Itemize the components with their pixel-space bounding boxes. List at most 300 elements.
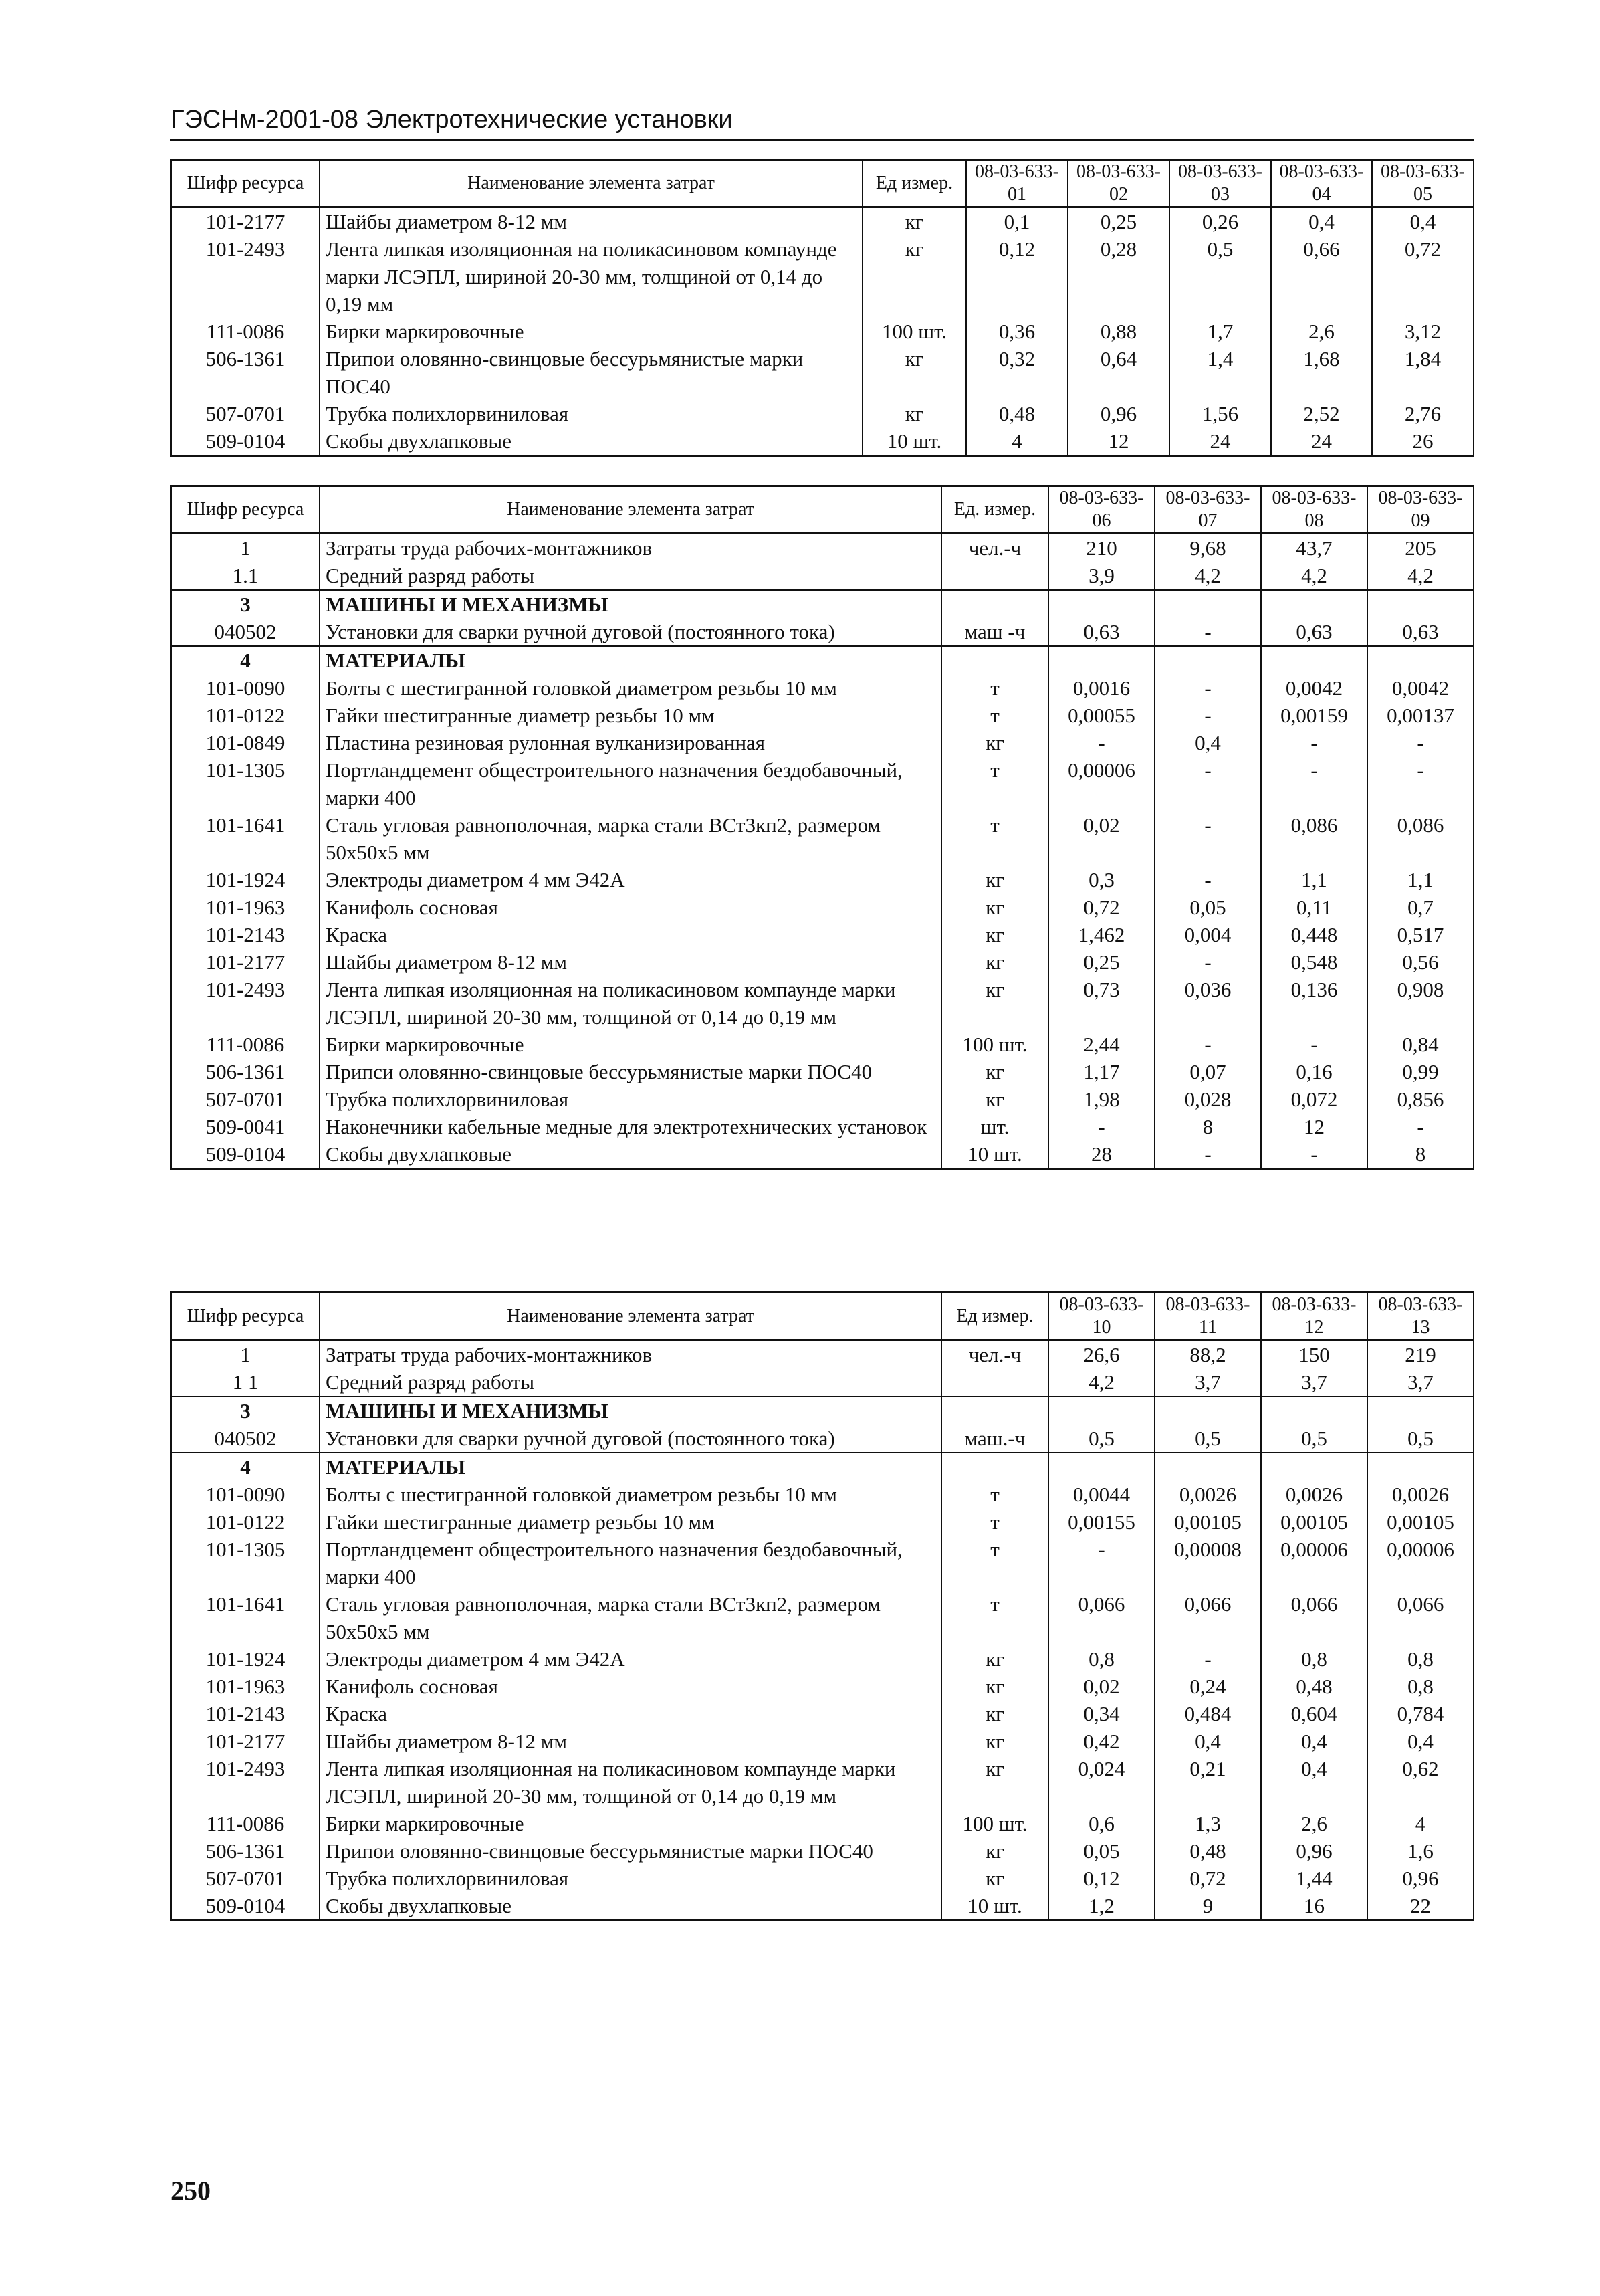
cost-item-name: Затраты труда рабочих-монтажников xyxy=(320,1340,941,1369)
norm-value: 8 xyxy=(1155,1113,1261,1140)
page-number: 250 xyxy=(170,2176,211,2206)
header-norm-code: 08-03-633-11 xyxy=(1155,1293,1261,1340)
norm-value xyxy=(1367,1453,1474,1481)
resource-code: 509-0104 xyxy=(171,427,320,456)
norm-value: 1,17 xyxy=(1048,1058,1155,1085)
norm-value: 0,548 xyxy=(1261,948,1367,976)
norm-value: 0,7 xyxy=(1367,894,1474,921)
unit: шт. xyxy=(941,1113,1048,1140)
norm-value: - xyxy=(1155,618,1261,646)
norm-value: 1,68 xyxy=(1271,345,1372,400)
norm-value: 0,25 xyxy=(1048,948,1155,976)
table-row xyxy=(171,345,1474,400)
norm-value: - xyxy=(1048,729,1155,756)
norm-value: 0,072 xyxy=(1261,1085,1367,1113)
cost-item-name: Скобы двухлапковые xyxy=(320,1892,941,1921)
cost-item-name: Электроды диаметром 4 мм Э42А xyxy=(320,866,941,894)
norm-value: 4,2 xyxy=(1367,562,1474,590)
table-row xyxy=(171,1508,1474,1536)
unit: кг xyxy=(863,400,966,427)
norm-value: 0,42 xyxy=(1048,1728,1155,1755)
norm-value: - xyxy=(1155,1140,1261,1169)
norm-value: 0,0044 xyxy=(1048,1481,1155,1508)
unit: 10 шт. xyxy=(863,427,966,456)
norm-value: 1,7 xyxy=(1169,318,1271,345)
unit: кг xyxy=(941,729,1048,756)
cost-item-name: Припои оловянно-свинцовые бессурьмянистые марки ПОС40 xyxy=(320,345,863,400)
page-header-title: ГЭСНм-2001-08 Электротехнические установки xyxy=(170,106,733,134)
table-row xyxy=(171,1645,1474,1673)
resource-code: 111-0086 xyxy=(171,318,320,345)
norm-value: 0,48 xyxy=(1155,1837,1261,1865)
header-norm-code: 08-03-633-08 xyxy=(1261,486,1367,534)
norm-value: 0,8 xyxy=(1367,1673,1474,1700)
norm-value xyxy=(1048,1396,1155,1425)
unit xyxy=(941,562,1048,590)
norm-value: 0,0026 xyxy=(1261,1481,1367,1508)
resource-code: 507-0701 xyxy=(171,1085,320,1113)
norm-value: 0,96 xyxy=(1367,1865,1474,1892)
norm-value xyxy=(1261,1453,1367,1481)
norm-value: 150 xyxy=(1261,1340,1367,1369)
resource-code: 101-2177 xyxy=(171,207,320,236)
norm-value: 2,44 xyxy=(1048,1031,1155,1058)
norm-value: 2,6 xyxy=(1261,1810,1367,1837)
norm-value: 0,4 xyxy=(1155,729,1261,756)
cost-item-name: Бирки маркировочные xyxy=(320,1810,941,1837)
unit: кг xyxy=(941,976,1048,1031)
norm-value: 3,12 xyxy=(1372,318,1474,345)
norm-value: 2,76 xyxy=(1372,400,1474,427)
table-row xyxy=(171,1031,1474,1058)
norm-value: - xyxy=(1155,674,1261,702)
table-row xyxy=(171,427,1474,456)
norm-value: 24 xyxy=(1271,427,1372,456)
norm-value: 0,73 xyxy=(1048,976,1155,1031)
norm-value: 0,5 xyxy=(1155,1425,1261,1453)
resource-code: 4 xyxy=(171,1453,320,1481)
table-row xyxy=(171,562,1474,590)
resource-code: 101-2177 xyxy=(171,948,320,976)
norm-value: 0,66 xyxy=(1271,235,1372,318)
resource-code: 101-2177 xyxy=(171,1728,320,1755)
norm-value: 0,066 xyxy=(1155,1590,1261,1645)
norm-value: 0,84 xyxy=(1367,1031,1474,1058)
norm-value: 0,6 xyxy=(1048,1810,1155,1837)
table-row xyxy=(171,976,1474,1031)
cost-item-name: Гайки шестигранные диаметр резьбы 10 мм xyxy=(320,702,941,729)
norm-value: 4 xyxy=(1367,1810,1474,1837)
cost-item-name: Болты с шестигранной головкой диаметром резьбы 10 мм xyxy=(320,1481,941,1508)
unit xyxy=(941,1396,1048,1425)
norm-value: 0,004 xyxy=(1155,921,1261,948)
resource-code: 101-1305 xyxy=(171,756,320,811)
norm-value xyxy=(1367,1396,1474,1425)
norm-value: 219 xyxy=(1367,1340,1474,1369)
unit: т xyxy=(941,1536,1048,1590)
norm-value: 0,136 xyxy=(1261,976,1367,1031)
unit: 10 шт. xyxy=(941,1892,1048,1921)
norm-value: 1,1 xyxy=(1367,866,1474,894)
resource-code: 101-2493 xyxy=(171,235,320,318)
table-row xyxy=(171,948,1474,976)
cost-item-name: Установки для сварки ручной дуговой (постоянного тока) xyxy=(320,1425,941,1453)
norm-value: 0,4 xyxy=(1271,207,1372,236)
norm-value: 1,2 xyxy=(1048,1892,1155,1921)
cost-item-name: Припои оловянно-свинцовые бессурьмянистые марки ПОС40 xyxy=(320,1837,941,1865)
unit: кг xyxy=(941,1645,1048,1673)
resource-code: 101-1963 xyxy=(171,1673,320,1700)
unit: кг xyxy=(941,921,1048,948)
resource-code: 509-0104 xyxy=(171,1892,320,1921)
resource-code: 1.1 xyxy=(171,562,320,590)
norm-value: 0,00008 xyxy=(1155,1536,1261,1590)
norm-value: - xyxy=(1155,1645,1261,1673)
norm-value: 0,4 xyxy=(1372,207,1474,236)
resource-code: 506-1361 xyxy=(171,345,320,400)
norm-value: 0,99 xyxy=(1367,1058,1474,1085)
resource-code: 1 1 xyxy=(171,1368,320,1396)
table-row xyxy=(171,1865,1474,1892)
section-title: МАТЕРИАЛЫ xyxy=(320,1453,941,1481)
norm-value: - xyxy=(1048,1536,1155,1590)
norm-value: 16 xyxy=(1261,1892,1367,1921)
norm-value: 1,3 xyxy=(1155,1810,1261,1837)
norm-value: 1,1 xyxy=(1261,866,1367,894)
table-row xyxy=(171,235,1474,318)
header-code: Шифр ресурса xyxy=(171,486,320,534)
norm-value: 0,12 xyxy=(1048,1865,1155,1892)
unit: маш.-ч xyxy=(941,1425,1048,1453)
cost-item-name: Электроды диаметром 4 мм Э42А xyxy=(320,1645,941,1673)
resource-code: 101-0122 xyxy=(171,702,320,729)
norm-value: 0,00137 xyxy=(1367,702,1474,729)
resource-code: 507-0701 xyxy=(171,1865,320,1892)
table-row xyxy=(171,1113,1474,1140)
table-row xyxy=(171,1700,1474,1728)
norm-value: - xyxy=(1261,1031,1367,1058)
norm-value: 3,9 xyxy=(1048,562,1155,590)
resource-code: 101-2143 xyxy=(171,1700,320,1728)
table-row xyxy=(171,1481,1474,1508)
norm-value: 0,07 xyxy=(1155,1058,1261,1085)
norm-value: 4,2 xyxy=(1048,1368,1155,1396)
norm-value: 1,98 xyxy=(1048,1085,1155,1113)
norm-value: 0,4 xyxy=(1261,1755,1367,1810)
resource-code: 101-1641 xyxy=(171,811,320,866)
table-row xyxy=(171,1755,1474,1810)
resource-code: 4 xyxy=(171,646,320,674)
table-row xyxy=(171,400,1474,427)
norm-value: 26 xyxy=(1372,427,1474,456)
norm-value xyxy=(1048,646,1155,674)
header-name: Наименование элемента затрат xyxy=(320,160,863,207)
norm-value: - xyxy=(1261,756,1367,811)
unit: кг xyxy=(941,1865,1048,1892)
resource-code: 507-0701 xyxy=(171,400,320,427)
header-norm-code: 08-03-633-06 xyxy=(1048,486,1155,534)
norm-value: 0,0042 xyxy=(1367,674,1474,702)
norm-value xyxy=(1048,590,1155,618)
norm-value: - xyxy=(1367,1113,1474,1140)
header-name: Наименование элемента затрат xyxy=(320,486,941,534)
header-norm-code: 08-03-633-10 xyxy=(1048,1293,1155,1340)
norm-value: 0,066 xyxy=(1048,1590,1155,1645)
norm-value: 0,25 xyxy=(1068,207,1169,236)
norm-value: - xyxy=(1048,1113,1155,1140)
resource-code: 509-0104 xyxy=(171,1140,320,1169)
header-norm-code: 08-03-633-03 xyxy=(1169,160,1271,207)
resource-code: 506-1361 xyxy=(171,1837,320,1865)
norm-value: 0,63 xyxy=(1367,618,1474,646)
norm-value: 0,5 xyxy=(1048,1425,1155,1453)
norm-value: 28 xyxy=(1048,1140,1155,1169)
resource-code: 101-2143 xyxy=(171,921,320,948)
header-norm-code: 08-03-633-07 xyxy=(1155,486,1261,534)
norm-value: 0,64 xyxy=(1068,345,1169,400)
header-code: Шифр ресурса xyxy=(171,160,320,207)
header-norm-code: 08-03-633-09 xyxy=(1367,486,1474,534)
cost-item-name: Портландцемент общестроительного назначения бездобавочный, марки 400 xyxy=(320,756,941,811)
cost-item-name: Канифоль сосновая xyxy=(320,1673,941,1700)
norm-value xyxy=(1155,590,1261,618)
cost-item-name: Трубка полихлорвиниловая xyxy=(320,1865,941,1892)
header-unit: Ед измер. xyxy=(863,160,966,207)
norm-value: 0,8 xyxy=(1261,1645,1367,1673)
resource-code: 506-1361 xyxy=(171,1058,320,1085)
norm-value: - xyxy=(1155,811,1261,866)
norm-value: 1,44 xyxy=(1261,1865,1367,1892)
norm-value: 43,7 xyxy=(1261,534,1367,562)
page-header xyxy=(170,104,1474,141)
resource-code: 101-2493 xyxy=(171,976,320,1031)
norm-value: 0,00006 xyxy=(1367,1536,1474,1590)
norm-value: - xyxy=(1367,756,1474,811)
norm-value xyxy=(1261,1396,1367,1425)
norm-value: 3,7 xyxy=(1261,1368,1367,1396)
resource-code: 101-0849 xyxy=(171,729,320,756)
unit: кг xyxy=(863,345,966,400)
resource-code: 3 xyxy=(171,1396,320,1425)
norm-value: 0,908 xyxy=(1367,976,1474,1031)
norm-value: - xyxy=(1155,702,1261,729)
norm-value: 0,4 xyxy=(1155,1728,1261,1755)
norm-value: - xyxy=(1155,866,1261,894)
table-row xyxy=(171,1728,1474,1755)
norm-value: 0,1 xyxy=(966,207,1068,236)
unit: кг xyxy=(941,866,1048,894)
section-title: МАТЕРИАЛЫ xyxy=(320,646,941,674)
norm-value: - xyxy=(1261,1140,1367,1169)
resource-code: 3 xyxy=(171,590,320,618)
cost-item-name: Лента липкая изоляционная на поликасиновом компаунде марки ЛСЭПЛ, шириной 20-30 мм, толщиной от 0,14 до 0,19 мм xyxy=(320,235,863,318)
unit: кг xyxy=(941,1837,1048,1865)
norm-value: - xyxy=(1367,729,1474,756)
resource-code: 040502 xyxy=(171,618,320,646)
resource-code: 101-0122 xyxy=(171,1508,320,1536)
table-row xyxy=(171,921,1474,948)
norm-value: 0,26 xyxy=(1169,207,1271,236)
cost-item-name: Трубка полихлорвиниловая xyxy=(320,1085,941,1113)
unit: маш -ч xyxy=(941,618,1048,646)
norm-value: - xyxy=(1155,1031,1261,1058)
norm-value xyxy=(1155,1453,1261,1481)
resource-code: 509-0041 xyxy=(171,1113,320,1140)
norm-value: 3,7 xyxy=(1155,1368,1261,1396)
norm-value: 1,462 xyxy=(1048,921,1155,948)
norm-value: 0,024 xyxy=(1048,1755,1155,1810)
unit: т xyxy=(941,1590,1048,1645)
norm-value: 1,84 xyxy=(1372,345,1474,400)
header-unit: Ед. измер. xyxy=(941,486,1048,534)
unit: кг xyxy=(863,235,966,318)
norm-value: 0,0016 xyxy=(1048,674,1155,702)
unit: т xyxy=(941,811,1048,866)
norm-value: 0,5 xyxy=(1169,235,1271,318)
norm-value: 12 xyxy=(1261,1113,1367,1140)
cost-item-name: Сталь угловая равнополочная, марка стали ВСт3кп2, размером 50х50х5 мм xyxy=(320,1590,941,1645)
norm-value: 2,52 xyxy=(1271,400,1372,427)
table-row xyxy=(171,1425,1474,1453)
cost-item-name: Средний разряд работы xyxy=(320,1368,941,1396)
table-row xyxy=(171,1368,1474,1396)
norm-value: 0,00006 xyxy=(1048,756,1155,811)
norm-value xyxy=(1155,646,1261,674)
cost-item-name: Трубка полихлорвиниловая xyxy=(320,400,863,427)
resource-code: 1 xyxy=(171,534,320,562)
norm-value: 0,0042 xyxy=(1261,674,1367,702)
norm-value: 1,4 xyxy=(1169,345,1271,400)
table-row xyxy=(171,1673,1474,1700)
table-row xyxy=(171,1892,1474,1921)
table-row xyxy=(171,1536,1474,1590)
unit xyxy=(941,590,1048,618)
cost-item-name: Болты с шестигранной головкой диаметром резьбы 10 мм xyxy=(320,674,941,702)
resource-code: 111-0086 xyxy=(171,1031,320,1058)
norm-value: 0,02 xyxy=(1048,1673,1155,1700)
cost-item-name: Бирки маркировочные xyxy=(320,318,863,345)
table-row xyxy=(171,1058,1474,1085)
norm-value: 0,63 xyxy=(1048,618,1155,646)
cost-item-name: Шайбы диаметром 8-12 мм xyxy=(320,948,941,976)
cost-item-name: Краска xyxy=(320,921,941,948)
norm-value: 0,5 xyxy=(1367,1425,1474,1453)
norm-value: 0,96 xyxy=(1068,400,1169,427)
table-row xyxy=(171,702,1474,729)
norm-value: 1,56 xyxy=(1169,400,1271,427)
table-row xyxy=(171,1085,1474,1113)
resource-code: 101-0090 xyxy=(171,674,320,702)
unit: т xyxy=(941,674,1048,702)
norm-value: 0,00055 xyxy=(1048,702,1155,729)
table-row xyxy=(171,866,1474,894)
unit: 10 шт. xyxy=(941,1140,1048,1169)
norm-value: 0,8 xyxy=(1367,1645,1474,1673)
norm-value: 0,00105 xyxy=(1367,1508,1474,1536)
norm-value: 0,3 xyxy=(1048,866,1155,894)
norm-value: 0,036 xyxy=(1155,976,1261,1031)
cost-item-name: Гайки шестигранные диаметр резьбы 10 мм xyxy=(320,1508,941,1536)
norm-value: 0,72 xyxy=(1155,1865,1261,1892)
norms-table-633-01-05 xyxy=(170,159,1474,457)
resource-code: 101-1924 xyxy=(171,1645,320,1673)
header-code: Шифр ресурса xyxy=(171,1293,320,1340)
norm-value: 0,34 xyxy=(1048,1700,1155,1728)
norm-value: 1,6 xyxy=(1367,1837,1474,1865)
norm-value: 0,0026 xyxy=(1155,1481,1261,1508)
table-header-row xyxy=(171,1293,1474,1340)
norm-value: 0,48 xyxy=(966,400,1068,427)
norm-value: 12 xyxy=(1068,427,1169,456)
norm-value: 0,4 xyxy=(1261,1728,1367,1755)
header-unit: Ед измер. xyxy=(941,1293,1048,1340)
header-norm-code: 08-03-633-02 xyxy=(1068,160,1169,207)
cost-item-name: Шайбы диаметром 8-12 мм xyxy=(320,1728,941,1755)
norm-value: 9,68 xyxy=(1155,534,1261,562)
norm-value: 0,086 xyxy=(1261,811,1367,866)
norm-value: 0,72 xyxy=(1048,894,1155,921)
norm-value: 0,63 xyxy=(1261,618,1367,646)
norm-value: 0,00155 xyxy=(1048,1508,1155,1536)
norm-value: 0,16 xyxy=(1261,1058,1367,1085)
norm-value: 0,02 xyxy=(1048,811,1155,866)
norm-value: 0,28 xyxy=(1068,235,1169,318)
norm-value: 0,4 xyxy=(1367,1728,1474,1755)
table-row xyxy=(171,318,1474,345)
norm-value: 205 xyxy=(1367,534,1474,562)
unit: т xyxy=(941,756,1048,811)
norm-value: 0,784 xyxy=(1367,1700,1474,1728)
norm-value: 0,066 xyxy=(1261,1590,1367,1645)
resource-code: 101-2493 xyxy=(171,1755,320,1810)
cost-item-name: Бирки маркировочные xyxy=(320,1031,941,1058)
norm-value: 2,6 xyxy=(1271,318,1372,345)
cost-item-name: Шайбы диаметром 8-12 мм xyxy=(320,207,863,236)
norm-value: 0,12 xyxy=(966,235,1068,318)
cost-item-name: Канифоль сосновая xyxy=(320,894,941,921)
norm-value: 0,5 xyxy=(1261,1425,1367,1453)
cost-item-name: Сталь угловая равнополочная, марка стали ВСт3кп2, размером 50х50х5 мм xyxy=(320,811,941,866)
norm-value: 4,2 xyxy=(1261,562,1367,590)
unit: кг xyxy=(863,207,966,236)
table-row xyxy=(171,1340,1474,1369)
table-row xyxy=(171,756,1474,811)
resource-code: 101-1305 xyxy=(171,1536,320,1590)
norm-value: 0,36 xyxy=(966,318,1068,345)
norm-value: 26,6 xyxy=(1048,1340,1155,1369)
resource-code: 101-1963 xyxy=(171,894,320,921)
header-norm-code: 08-03-633-13 xyxy=(1367,1293,1474,1340)
norm-value: 0,48 xyxy=(1261,1673,1367,1700)
table-row xyxy=(171,729,1474,756)
header-name: Наименование элемента затрат xyxy=(320,1293,941,1340)
norm-value: 0,448 xyxy=(1261,921,1367,948)
table-row xyxy=(171,618,1474,646)
norm-value: 0,0026 xyxy=(1367,1481,1474,1508)
cost-item-name: Затраты труда рабочих-монтажников xyxy=(320,534,941,562)
norm-value: 0,96 xyxy=(1261,1837,1367,1865)
table-row xyxy=(171,1590,1474,1645)
resource-code: 101-1641 xyxy=(171,1590,320,1645)
table-row xyxy=(171,1140,1474,1169)
unit: кг xyxy=(941,894,1048,921)
header-norm-code: 08-03-633-05 xyxy=(1372,160,1474,207)
norm-value: 4,2 xyxy=(1155,562,1261,590)
norm-value xyxy=(1048,1453,1155,1481)
section-row xyxy=(171,1453,1474,1481)
resource-code: 101-0090 xyxy=(171,1481,320,1508)
section-row xyxy=(171,590,1474,618)
